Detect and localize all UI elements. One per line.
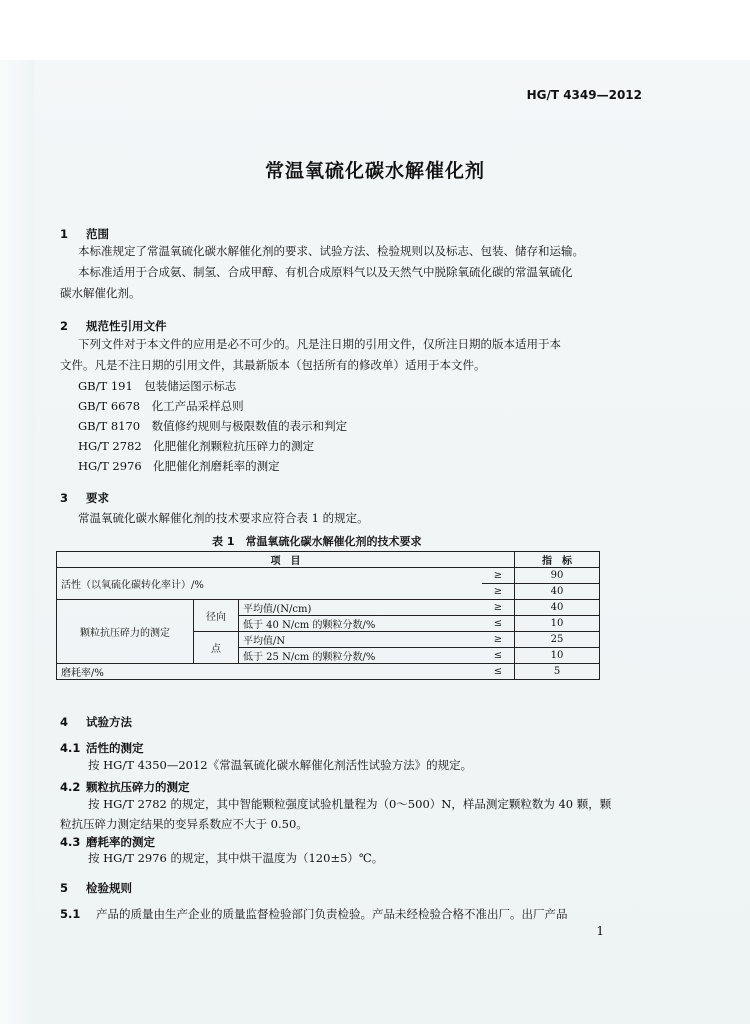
comparison-symbol: ≤ xyxy=(482,664,515,680)
subsection-number: 4.1 xyxy=(60,741,81,755)
row-label: 平均值/N xyxy=(239,632,483,648)
section-2-heading xyxy=(60,318,167,334)
section-4-heading xyxy=(60,714,132,730)
paragraph xyxy=(60,907,568,921)
section-1-heading xyxy=(60,226,109,242)
table-value: 25 xyxy=(515,632,600,648)
paragraph: 本标准规定了常温氧硫化碳水解催化剂的要求、试验方法、检验规则以及标志、包装、储存和运输。 xyxy=(78,244,584,258)
page-top-margin xyxy=(0,0,750,60)
subsection-title: 活性的测定 xyxy=(86,741,144,755)
row-label: 低于 25 N/cm 的颗粒分数/% xyxy=(239,648,483,664)
comparison-symbol: ≥ xyxy=(482,632,515,648)
paragraph: 按 HG/T 2976 的规定，其中烘干温度为（120±5）℃。 xyxy=(88,851,384,865)
table-row xyxy=(57,664,600,680)
reference-item: GB/T 191 包装储运图示标志 xyxy=(78,379,237,393)
page-number: 1 xyxy=(596,924,604,938)
subsection-number: 5.1 xyxy=(60,907,81,921)
subsection-heading xyxy=(60,834,155,850)
section-title: 试验方法 xyxy=(86,715,132,729)
section-number: 1 xyxy=(60,227,69,241)
paragraph: 下列文件对于本文件的应用是必不可少的。凡是注日期的引用文件，仅所注日期的版本适用于本 xyxy=(78,337,561,351)
table-value: 90 xyxy=(515,568,600,584)
page-title: 常温氧硫化碳水解催化剂 xyxy=(264,160,485,182)
comparison-symbol: ≤ xyxy=(482,616,515,632)
document-code: HG/T 4349—2012 xyxy=(526,88,642,102)
subsection-title: 颗粒抗压碎力的测定 xyxy=(86,780,190,794)
table-value: 5 xyxy=(515,664,600,680)
crush-strength-label: 颗粒抗压碎力的测定 xyxy=(57,600,194,664)
reference-item: HG/T 2782 化肥催化剂颗粒抗压碎力的测定 xyxy=(78,439,315,453)
table-value: 40 xyxy=(515,600,600,616)
table-row xyxy=(57,568,600,584)
row-label: 平均值/(N/cm) xyxy=(239,600,483,616)
table-value: 10 xyxy=(515,648,600,664)
page-left-margin xyxy=(0,60,34,1024)
paragraph: 粒抗压碎力测定结果的变异系数应不大于 0.50。 xyxy=(60,817,308,831)
paragraph: 文件。凡是不注日期的引用文件，其最新版本（包括所有的修改单）适用于本文件。 xyxy=(60,358,486,372)
paragraph: 按 HG/T 2782 的规定，其中智能颗粒强度试验机量程为（0～500）N，样品测定颗粒数为 40 颗，颗 xyxy=(88,797,612,811)
subsection-heading xyxy=(60,740,144,756)
table-caption: 表 1 常温氧硫化碳水解催化剂的技术要求 xyxy=(212,535,422,548)
reference-item: GB/T 6678 化工产品采样总则 xyxy=(78,399,244,413)
section-number: 4 xyxy=(60,715,69,729)
table-row xyxy=(57,600,600,616)
section-title: 规范性引用文件 xyxy=(86,319,167,333)
paragraph-text: 产品的质量由生产企业的质量监督检验部门负责检验。产品未经检验合格不准出厂。出厂产品 xyxy=(96,907,568,921)
point-label: 点 xyxy=(194,632,239,664)
wear-rate-label: 磨耗率/% xyxy=(57,664,483,680)
spec-table xyxy=(56,551,600,680)
table-header-index: 指 标 xyxy=(515,552,600,568)
paragraph: 按 HG/T 4350—2012《常温氧硫化碳水解催化剂活性试验方法》的规定。 xyxy=(88,758,473,772)
section-number: 3 xyxy=(60,491,69,505)
table-header-item: 项 目 xyxy=(57,552,515,568)
subsection-number: 4.2 xyxy=(60,780,81,794)
paragraph: 本标准适用于合成氨、制氢、合成甲醇、有机合成原料气以及天然气中脱除氧硫化碳的常温氧硫化 xyxy=(78,265,573,279)
comparison-symbol: ≥ xyxy=(482,600,515,616)
subsection-title: 磨耗率的测定 xyxy=(86,835,155,849)
comparison-symbol: ≤ xyxy=(482,648,515,664)
section-title: 范围 xyxy=(86,227,109,241)
section-number: 5 xyxy=(60,881,69,895)
reference-item: GB/T 8170 数值修约规则与极限数值的表示和判定 xyxy=(78,419,348,433)
reference-item: HG/T 2976 化肥催化剂磨耗率的测定 xyxy=(78,459,280,473)
subsection-heading xyxy=(60,779,190,795)
table-value: 40 xyxy=(515,584,600,600)
activity-label: 活性（以氧硫化碳转化率计）/% xyxy=(57,568,483,600)
paragraph: 常温氧硫化碳水解催化剂的技术要求应符合表 1 的规定。 xyxy=(78,511,369,525)
section-title: 检验规则 xyxy=(86,881,132,895)
subsection-number: 4.3 xyxy=(60,835,81,849)
comparison-symbol: ≥ xyxy=(482,568,515,584)
row-label: 低于 40 N/cm 的颗粒分数/% xyxy=(239,616,483,632)
paragraph: 碳水解催化剂。 xyxy=(60,286,141,300)
comparison-symbol: ≥ xyxy=(482,584,515,600)
table-value: 10 xyxy=(515,616,600,632)
section-number: 2 xyxy=(60,319,69,333)
section-title: 要求 xyxy=(86,491,109,505)
section-5-heading xyxy=(60,880,132,896)
radial-label: 径向 xyxy=(194,600,239,632)
section-3-heading xyxy=(60,490,109,506)
